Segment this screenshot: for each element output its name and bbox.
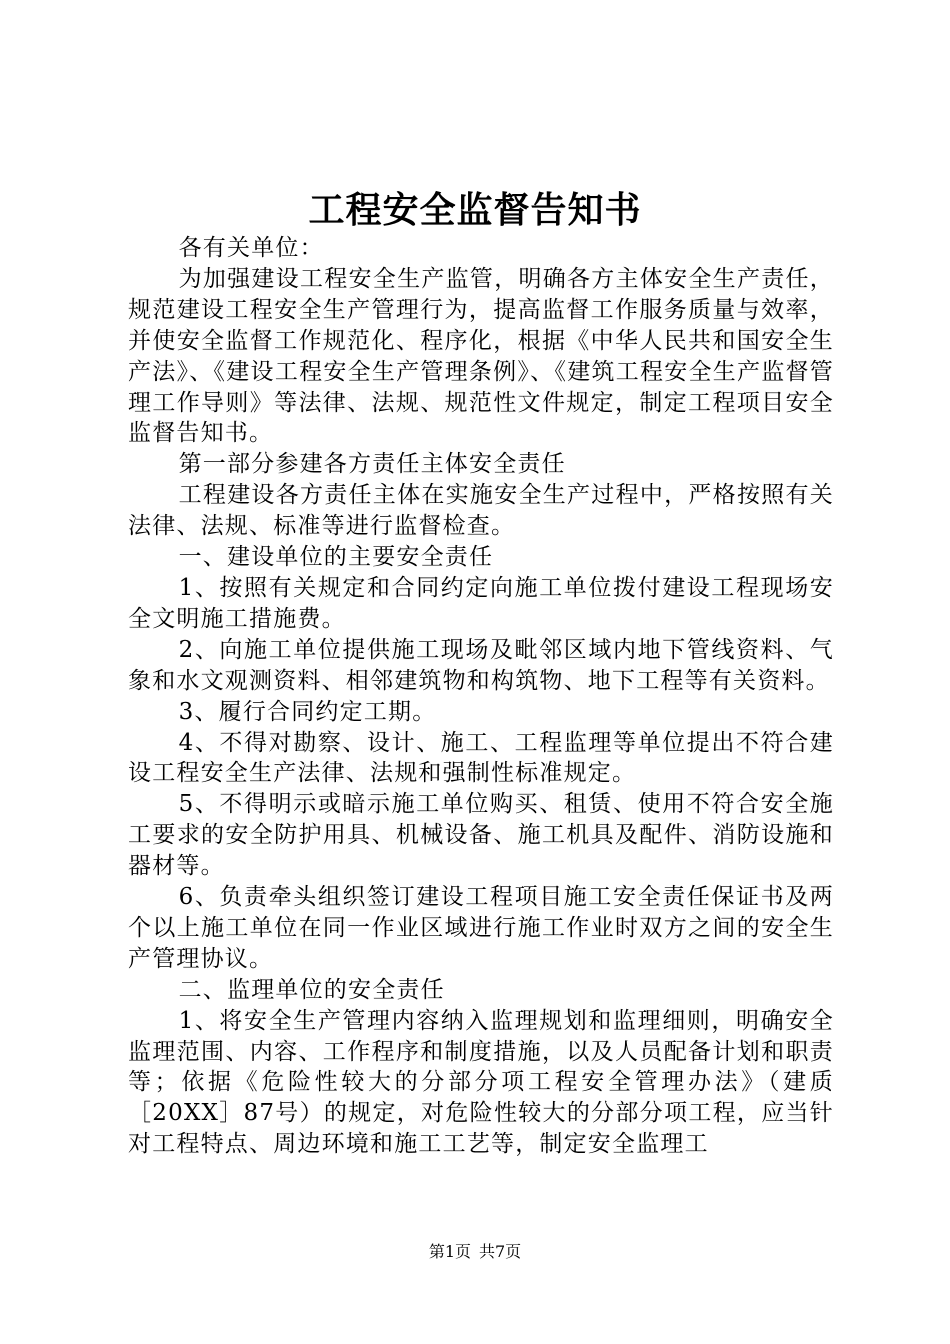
list-item: 6、负责牵头组织签订建设工程项目施工安全责任保证书及两个以上施工单位在同一作业区域进行施工作业时双方之间的安全生产管理协议。 [128, 884, 834, 972]
salutation: 各有关单位： [178, 235, 324, 261]
page-number: 第1页 [428, 1242, 471, 1261]
subsection-heading: 一、建设单位的主要安全责任 [178, 544, 494, 571]
section-heading: 第一部分参建各方责任主体安全责任 [178, 451, 566, 478]
page-footer [0, 1241, 950, 1263]
list-item: 1、将安全生产管理内容纳入监理规划和监理细则，明确安全监理范围、内容、工作程序和制度措施，以及人员配备计划和职责等；依据《危险性较大的分部分项工程安全管理办法》（建质［20XX］87号）的规定，对危险性较大的分部分项工程，应当针对工程特点、周边环境和施工工艺等，制定安全监理工 [128, 1007, 834, 1158]
list-item: 2、向施工单位提供施工现场及毗邻区域内地下管线资料、气象和水文观测资料、相邻建筑物和构筑物、地下工程等有关资料。 [128, 636, 834, 694]
list-item: 3、履行合同约定工期。 [178, 698, 437, 725]
document-body [128, 233, 834, 1160]
list-item: 4、不得对勘察、设计、施工、工程监理等单位提出不符合建设工程安全生产法律、法规和强制性标准规定。 [128, 729, 834, 787]
document-title: 工程安全监督告知书 [308, 189, 642, 231]
list-item: 1、按照有关规定和合同约定向施工单位拨付建设工程现场安全文明施工措施费。 [128, 574, 834, 632]
paragraph: 工程建设各方责任主体在实施安全生产过程中，严格按照有关法律、法规、标准等进行监督检查。 [128, 482, 834, 540]
subsection-heading: 二、监理单位的安全责任 [178, 976, 445, 1003]
page-total: 共7页 [479, 1242, 522, 1261]
paragraph: 为加强建设工程安全生产监管，明确各方主体安全生产责任，规范建设工程安全生产管理行为，提高监督工作服务质量与效率，并使安全监督工作规范化、程序化，根据《中华人民共和国安全生产法》、《建设工程安全生产管理条例》、《建筑工程安全生产监督管理工作导则》等法律、法规、规范性文件规定，制定工程项目安全监督告知书。 [128, 265, 834, 447]
list-item: 5、不得明示或暗示施工单位购买、租赁、使用不符合安全施工要求的安全防护用具、机械设备、施工机具及配件、消防设施和器材等。 [128, 791, 834, 880]
